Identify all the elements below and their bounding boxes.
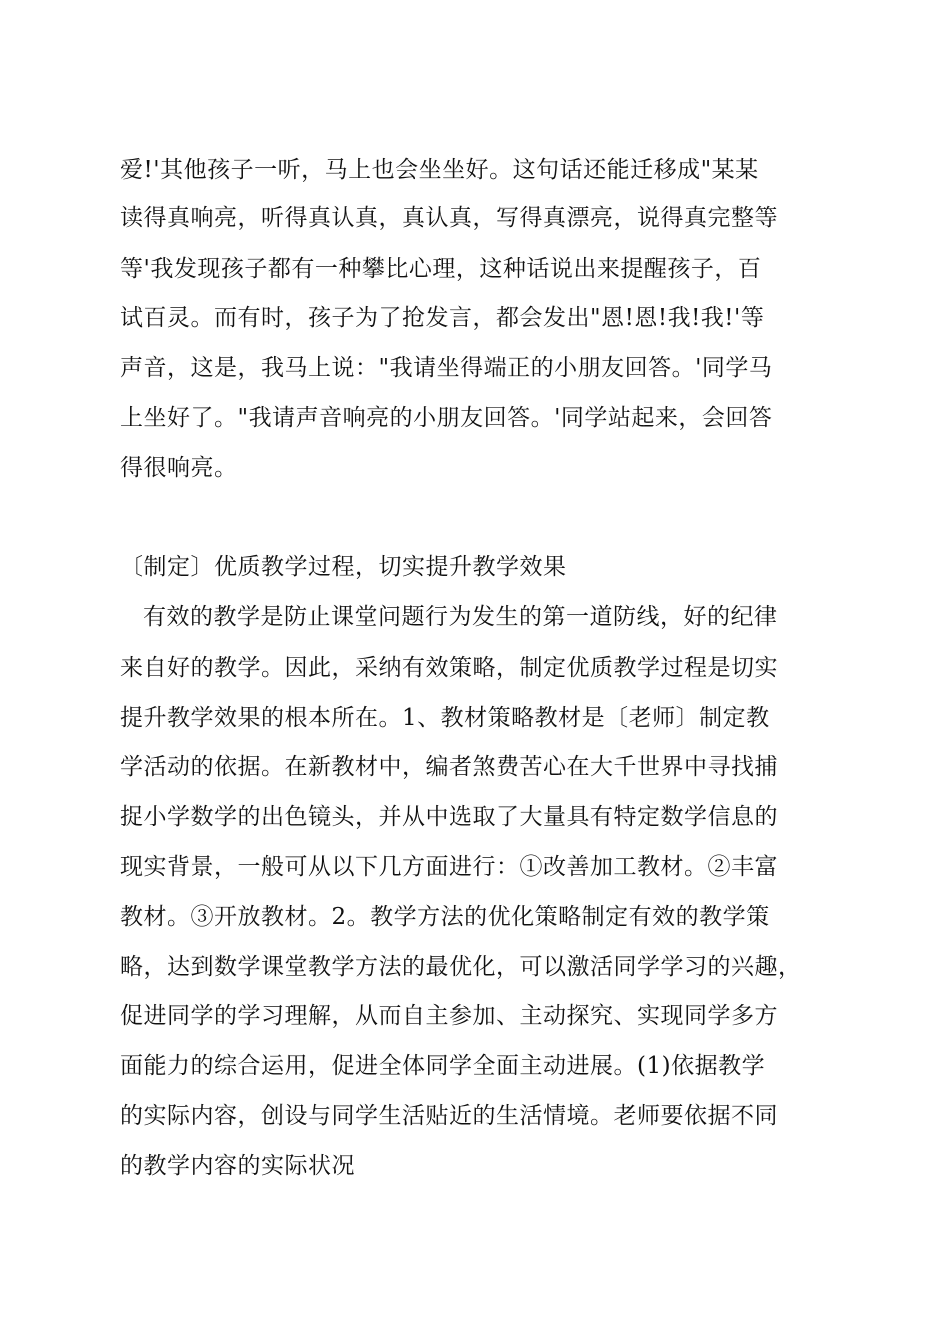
paragraph-2-line-6: 现实背景，一般可从以下几方面进行：①改善加工教材。②丰富 [120,854,778,880]
paragraph-1-line-2: 读得真响亮，听得真认真，真认真，写得真漂亮，说得真完整等 [120,205,778,231]
paragraph-1-line-1: 爱!'其他孩子一听，马上也会坐坐好。这句话还能迁移成"某某 [120,157,759,183]
section-heading: 〔制定〕优质教学过程，切实提升教学效果 [120,554,567,580]
paragraph-1-line-4: 试百灵。而有时，孩子为了抢发言，都会发出"恩!恩!我!我!'等 [120,305,765,331]
paragraph-2-line-3: 提升教学效果的根本所在。1、教材策略教材是〔老师〕制定教 [120,705,770,731]
paragraph-2-line-9: 促进同学的学习理解，从而自主参加、主动探究、实现同学多方 [120,1003,778,1029]
paragraph-2-line-7: 教材。③开放教材。2。教学方法的优化策略制定有效的教学策 [120,904,770,930]
paragraph-1-line-6: 上坐好了。"我请声音响亮的小朋友回答。'同学站起来，会回答 [120,405,773,431]
paragraph-2-line-8: 略，达到数学课堂教学方法的最优化，可以激活同学学习的兴趣， [120,954,802,980]
paragraph-1-line-7: 得很响亮。 [120,455,238,481]
paragraph-2-line-1: 有效的教学是防止课堂问题行为发生的第一道防线，好的纪律 [143,604,778,630]
paragraph-2-line-5: 捉小学数学的出色镜头，并从中选取了大量具有特定数学信息的 [120,804,778,830]
paragraph-1-line-5: 声音，这是，我马上说："我请坐得端正的小朋友回答。'同学马 [120,355,773,381]
paragraph-2-line-2: 来自好的教学。因此，采纳有效策略，制定优质教学过程是切实 [120,655,778,681]
paragraph-2-line-4: 学活动的依据。在新教材中，编者煞费苦心在大千世界中寻找捕 [120,754,778,780]
paragraph-2-line-12: 的教学内容的实际状况 [120,1153,355,1179]
paragraph-2-line-11: 的实际内容，创设与同学生活贴近的生活情境。老师要依据不同 [120,1103,778,1129]
paragraph-2-line-10: 面能力的综合运用，促进全体同学全面主动进展。(1)依据教学 [120,1053,766,1079]
paragraph-1-line-3: 等'我发现孩子都有一种攀比心理，这种话说出来提醒孩子，百 [120,256,762,282]
